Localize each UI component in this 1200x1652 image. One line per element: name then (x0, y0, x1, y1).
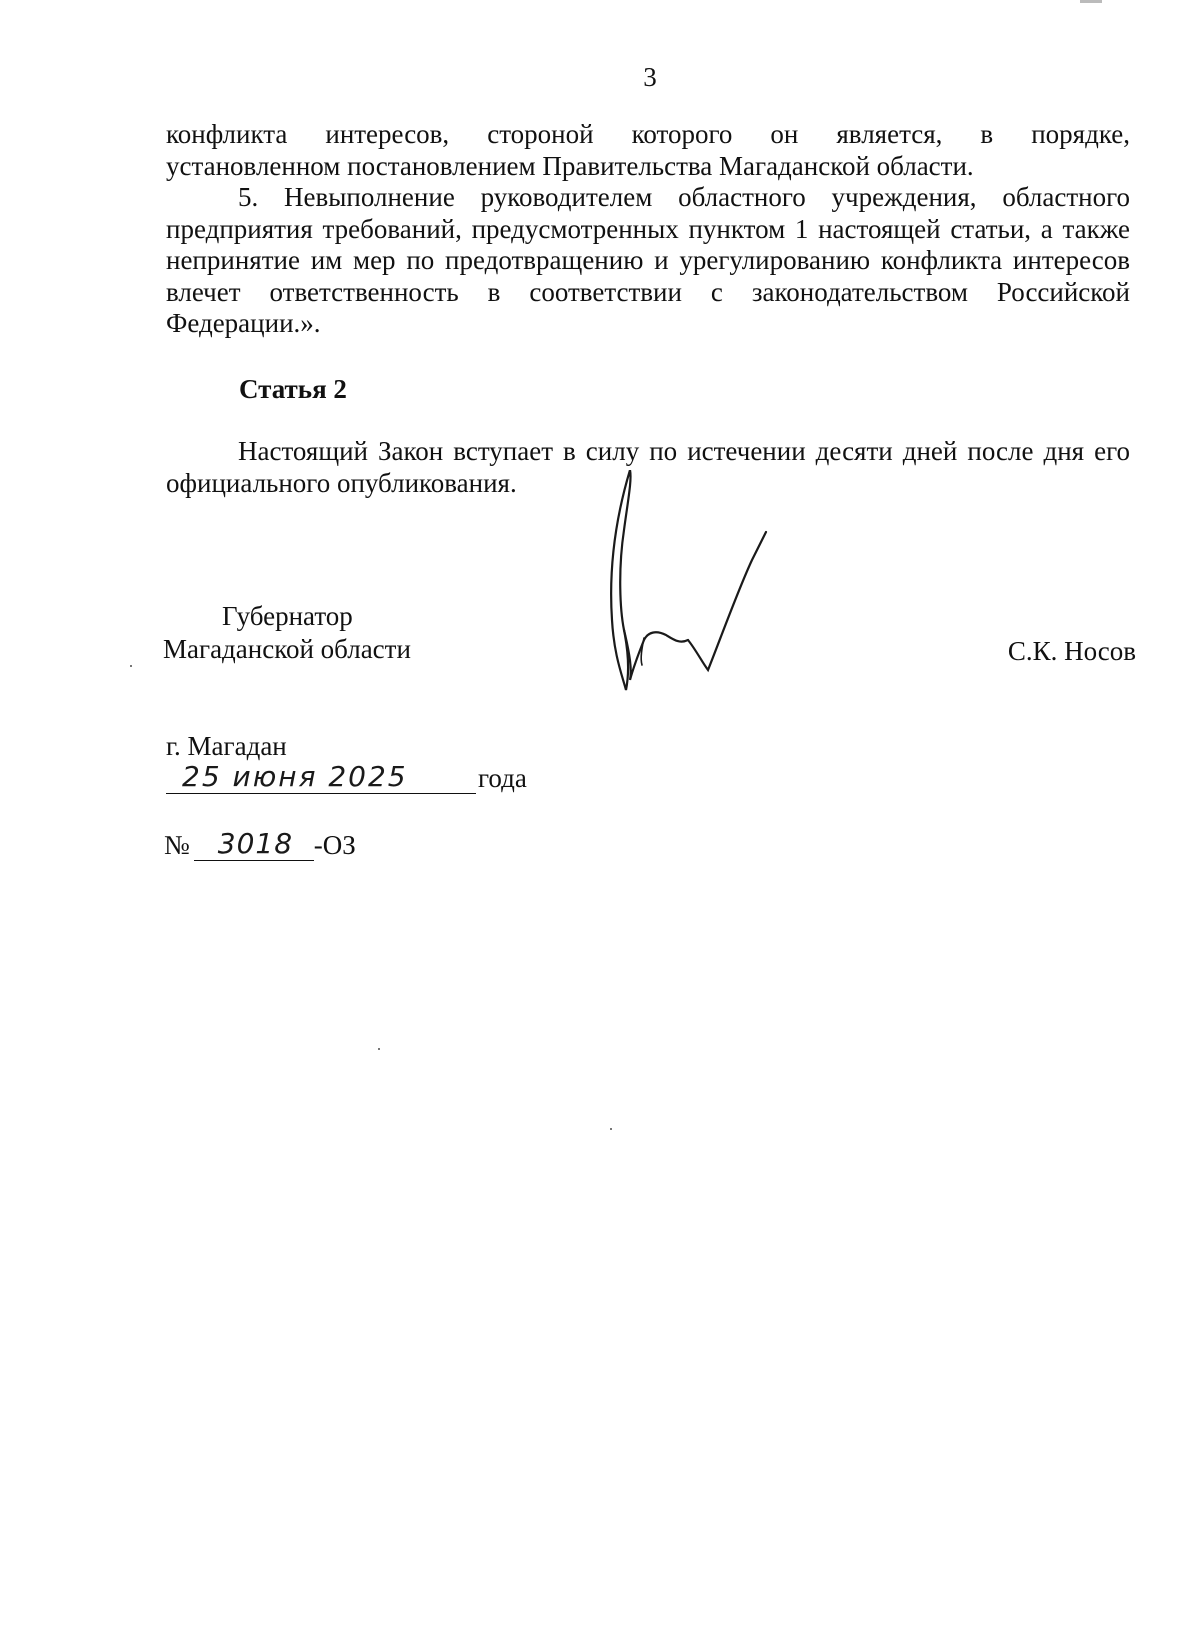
article-heading: Статья 2 (239, 374, 347, 404)
scan-speck (1080, 0, 1102, 3)
page-number: 3 (643, 62, 657, 92)
signatory-name: С.К. Носов (1007, 636, 1136, 666)
scan-speck (610, 1128, 612, 1130)
paragraph-continuation (166, 119, 1130, 182)
signatory-title-line-2: Магаданской области (163, 634, 411, 664)
signing-date (166, 761, 527, 794)
paragraph-item-5: 5. Невыполнение руководителем областного учреждения, областного предприятия требований, предусмотренных пунктом 1 настоящей статьи, а также непринятие им мер по предотвращению и урегулированию конфликта интересов влечет ответственность в соответствии с законодательством Российской Федерации.». (166, 182, 1130, 338)
handwritten-signature (600, 470, 800, 720)
date-suffix: года (478, 763, 527, 793)
handwritten-law-number: 3018 (194, 828, 314, 861)
paragraph-effective-date: Настоящий Закон вступает в силу по истечении десяти дней после дня его официального опубликования. (166, 436, 1130, 498)
number-sign: № (164, 830, 190, 860)
paragraph-continuation-line-2: установленном постановлением Правительства Магаданской области. (166, 150, 974, 181)
signatory-title-line-1: Губернатор (222, 601, 353, 631)
city-of-signing: г. Магадан (166, 731, 287, 761)
scan-speck (130, 665, 132, 667)
law-number (164, 828, 356, 861)
paragraph-continuation-line-1: конфликта интересов, стороной которого он является, в порядке, (166, 119, 1130, 149)
handwritten-date: 25 июня 2025 (166, 761, 476, 794)
scan-speck (378, 1048, 380, 1050)
law-number-suffix: -ОЗ (313, 830, 356, 860)
